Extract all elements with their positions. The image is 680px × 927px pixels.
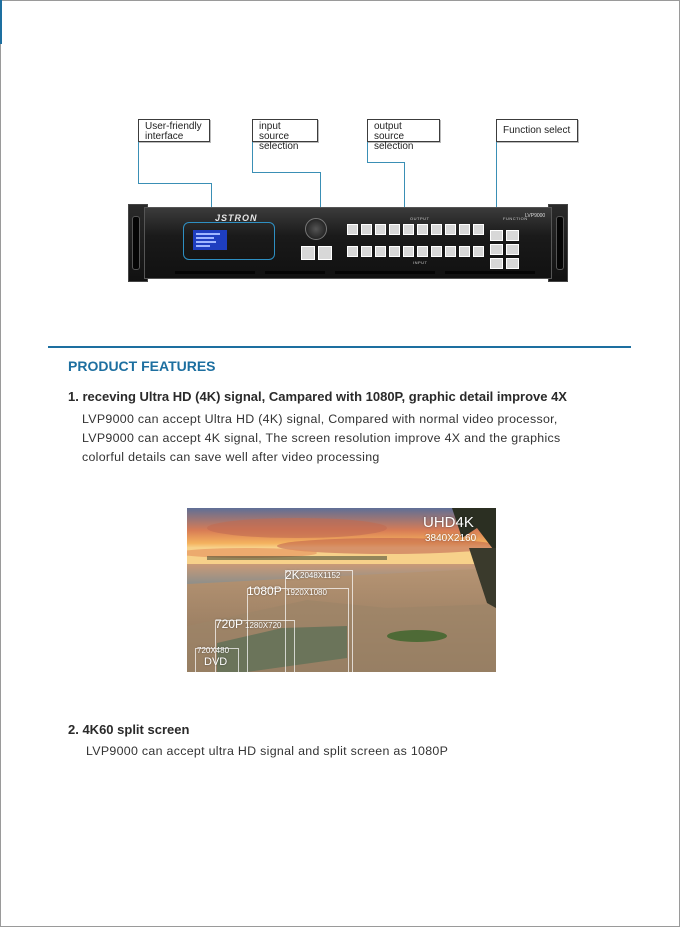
output-button-9[interactable] (459, 224, 470, 235)
feature-1-body (82, 410, 561, 467)
menu-button[interactable] (301, 246, 315, 260)
output-label: OUTPUT (410, 216, 430, 221)
output-button-2[interactable] (361, 224, 372, 235)
function-button-4[interactable] (506, 244, 519, 255)
output-button-5[interactable] (403, 224, 414, 235)
vent (335, 271, 435, 274)
function-button-6[interactable] (506, 258, 519, 269)
leader-line (496, 142, 497, 210)
feature-1-line: LVP9000 can accept 4K signal, The screen resolution improve 4X and the graphics (82, 431, 561, 445)
function-label: FUNCTION (503, 216, 528, 221)
feature-1-line: LVP9000 can accept Ultra HD (4K) signal, Compared with normal video processor, (82, 412, 558, 426)
function-button-5[interactable] (490, 258, 503, 269)
output-button-6[interactable] (417, 224, 428, 235)
feature-2-body (86, 742, 448, 761)
leader-line (367, 162, 405, 163)
handle-left (132, 216, 140, 270)
function-button-1[interactable] (490, 230, 503, 241)
input-button-8[interactable] (445, 246, 456, 257)
label-dvd: DVD (204, 656, 228, 668)
handle-right (556, 216, 564, 270)
function-button-3[interactable] (490, 244, 503, 255)
input-button-7[interactable] (431, 246, 442, 257)
label-2k-res: 2048X1152 (300, 571, 341, 580)
lcd-screen (193, 230, 227, 250)
label-720p: 720P (215, 617, 244, 631)
device-brand: JSTRON (215, 213, 258, 223)
label-dvd-res: 720X480 (197, 646, 230, 655)
label-720p-res: 1280X720 (245, 621, 282, 630)
vent (445, 271, 535, 274)
enter-button[interactable] (318, 246, 332, 260)
leader-line (367, 142, 368, 162)
leader-line (252, 172, 320, 173)
label-1080p: 1080P (247, 584, 282, 598)
output-button-7[interactable] (431, 224, 442, 235)
output-button-1[interactable] (347, 224, 358, 235)
corner-accent (0, 0, 2, 44)
callout-input-source: input source selection (252, 119, 318, 142)
input-button-9[interactable] (459, 246, 470, 257)
feature-1-line: colorful details can save well after video processing (82, 450, 380, 464)
section-title: PRODUCT FEATURES (68, 358, 216, 374)
vent (265, 271, 325, 274)
input-button-6[interactable] (417, 246, 428, 257)
output-button-4[interactable] (389, 224, 400, 235)
output-button-10[interactable] (473, 224, 484, 235)
feature-2-line: LVP9000 can accept ultra HD signal and split screen as 1080P (86, 744, 449, 758)
input-button-1[interactable] (347, 246, 358, 257)
input-button-2[interactable] (361, 246, 372, 257)
device-model: LVP9000 (525, 213, 546, 219)
resolution-comparison-image (187, 508, 496, 672)
label-1080p-res: 1920X1080 (286, 588, 327, 597)
vent (175, 271, 255, 274)
leader-line (138, 142, 139, 183)
callout-function-select: Function select (496, 119, 578, 142)
feature-2-heading: 2. 4K60 split screen (68, 722, 190, 737)
function-button-2[interactable] (506, 230, 519, 241)
leader-line (138, 183, 212, 184)
device-body (144, 207, 552, 279)
label-2k: 2K (285, 568, 300, 582)
input-button-4[interactable] (389, 246, 400, 257)
callout-output-source: output source selection (367, 119, 440, 142)
input-label: INPUT (413, 260, 428, 265)
input-button-10[interactable] (473, 246, 484, 257)
rotary-knob[interactable] (305, 218, 327, 240)
label-uhd4k: UHD4K (423, 514, 474, 531)
callout-user-friendly: User-friendly interface (138, 119, 210, 142)
section-rule (48, 346, 631, 348)
output-button-8[interactable] (445, 224, 456, 235)
input-button-3[interactable] (375, 246, 386, 257)
output-button-3[interactable] (375, 224, 386, 235)
feature-1-heading: 1. receving Ultra HD (4K) signal, Campared with 1080P, graphic detail improve 4X (68, 389, 567, 404)
leader-line (252, 142, 253, 172)
input-button-5[interactable] (403, 246, 414, 257)
label-uhd4k-res: 3840X2160 (425, 533, 477, 544)
device-front-panel (128, 204, 568, 282)
